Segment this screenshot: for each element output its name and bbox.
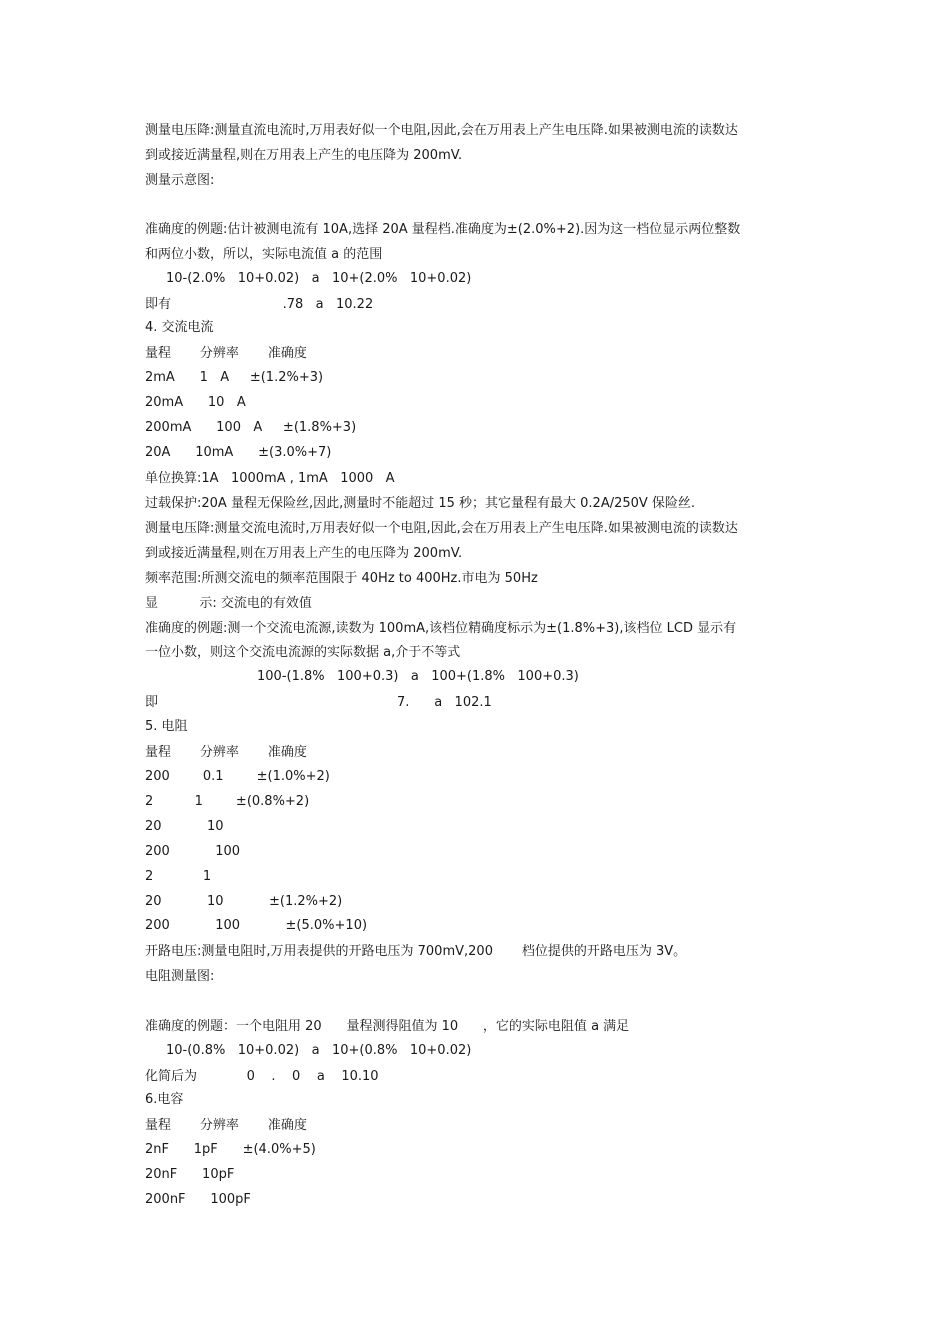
text-line: 单位换算:1A 1000mA , 1mA 1000 A bbox=[145, 471, 395, 486]
text-line: 开路电压:测量电阻时,万用表提供的开路电压为 700mV,200 档位提供的开路电压为 3V。 bbox=[145, 944, 687, 959]
text-line: 准确度的例题:估计被测电流有 10A,选择 20A 量程档.准确度为±(2.0%+2).因为这一档位显示两位整数 bbox=[145, 222, 741, 237]
text-line: 测量电压降:测量直流电流时,万用表好似一个电阻,因此,会在万用表上产生电压降.如果被测电流的读数达 bbox=[145, 123, 738, 138]
text-line: 一位小数，则这个交流电流源的实际数据 a,介于不等式 bbox=[145, 645, 461, 660]
table-row: 2 1 bbox=[145, 869, 212, 884]
table-row: 2mA 1 A ±(1.2%+3) bbox=[145, 370, 324, 385]
text-line: 电阻测量图: bbox=[145, 969, 215, 984]
table-row: 2 1 ±(0.8%+2) bbox=[145, 794, 310, 809]
text-line: 到或接近满量程,则在万用表上产生的电压降为 200mV. bbox=[145, 148, 463, 163]
table-row: 200 0.1 ±(1.0%+2) bbox=[145, 769, 330, 784]
text-line: 显 示: 交流电的有效值 bbox=[145, 596, 312, 611]
table-row: 200nF 100pF bbox=[145, 1192, 251, 1207]
table-header: 量程 分辨率 准确度 bbox=[145, 346, 307, 361]
table-header: 量程 分辨率 准确度 bbox=[145, 745, 307, 760]
table-row: 2nF 1pF ±(4.0%+5) bbox=[145, 1142, 316, 1157]
table-row: 200mA 100 A ±(1.8%+3) bbox=[145, 420, 357, 435]
text-line: 即 bbox=[145, 695, 159, 710]
text-line: 到或接近满量程,则在万用表上产生的电压降为 200mV. bbox=[145, 546, 463, 561]
formula-line: 10-(0.8% 10+0.02) a 10+(0.8% 10+0.02) bbox=[166, 1043, 472, 1058]
table-row: 200 100 bbox=[145, 844, 241, 859]
table-header: 量程 分辨率 准确度 bbox=[145, 1118, 307, 1133]
table-row: 20 10 bbox=[145, 819, 224, 834]
table-row: 20 10 ±(1.2%+2) bbox=[145, 894, 343, 909]
text-line: 准确度的例题:测一个交流电流源,读数为 100mA,该档位精确度标示为±(1.8%+3),该档位 LCD 显示有 bbox=[145, 621, 737, 636]
text-line: 频率范围:所测交流电的频率范围限于 40Hz to 400Hz.市电为 50Hz bbox=[145, 571, 538, 586]
table-row: 200 100 ±(5.0%+10) bbox=[145, 918, 368, 933]
table-row: 20nF 10pF bbox=[145, 1167, 235, 1182]
section-heading: 6.电容 bbox=[145, 1092, 184, 1107]
formula-line: 100-(1.8% 100+0.3) a 100+(1.8% 100+0.3) bbox=[257, 669, 579, 684]
text-line: 准确度的例题：一个电阻用 20 量程测得阻值为 10 ，它的实际电阻值 a 满足 bbox=[145, 1019, 630, 1034]
text-line: 即有 .78 a 10.22 bbox=[145, 297, 374, 312]
table-row: 20A 10mA ±(3.0%+7) bbox=[145, 445, 332, 460]
text-line: 和两位小数，所以，实际电流值 a 的范围 bbox=[145, 247, 383, 262]
section-heading: 5. 电阻 bbox=[145, 719, 188, 734]
section-heading: 4. 交流电流 bbox=[145, 320, 214, 335]
table-row: 20mA 10 A bbox=[145, 395, 246, 410]
formula-result: 7. a 102.1 bbox=[397, 695, 492, 710]
text-line: 测量电压降:测量交流电流时,万用表好似一个电阻,因此,会在万用表上产生电压降.如果被测电流的读数达 bbox=[145, 521, 738, 536]
text-line: 过载保护:20A 量程无保险丝,因此,测量时不能超过 15 秒；其它量程有最大 0.2A/250V 保险丝. bbox=[145, 496, 696, 511]
text-line: 化简后为 0 . 0 a 10.10 bbox=[145, 1069, 379, 1084]
formula-line: 10-(2.0% 10+0.02) a 10+(2.0% 10+0.02) bbox=[166, 271, 472, 286]
text-line: 测量示意图: bbox=[145, 173, 215, 188]
